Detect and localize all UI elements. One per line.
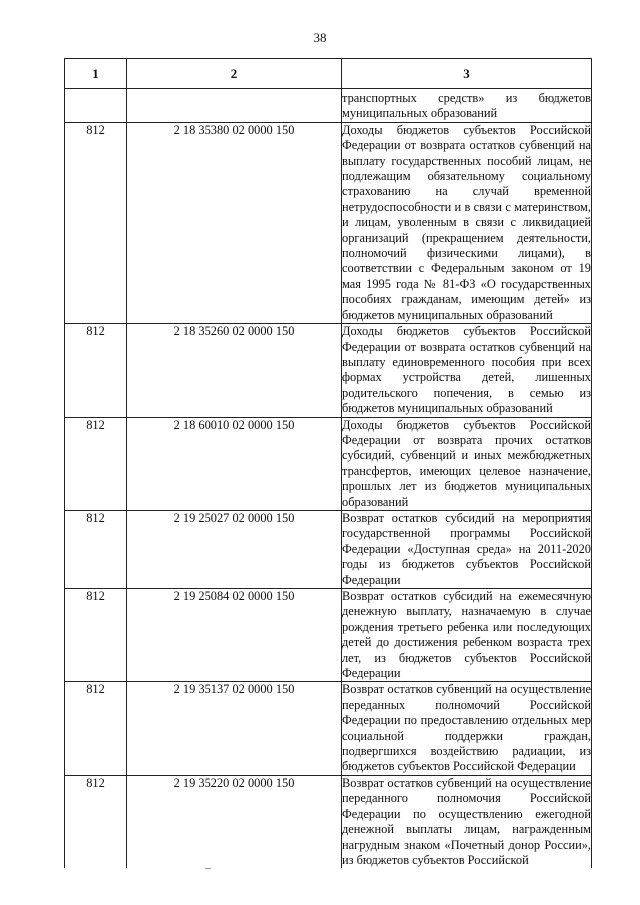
page-number: 38 — [313, 30, 327, 45]
budget-classification-table — [64, 58, 592, 868]
description-cell: Возврат остатков субвенций на осуществление переданного полномочия Российской Федерации по осуществлению ежегодной денежной выплаты лицам, награжденным нагрудным знаком «Почетный донор России», из бюджетов субъектов Российской — [342, 775, 591, 867]
description-cell: Доходы бюджетов субъектов Российской Федерации от возврата прочих остатков субсидий, субвенций и иных межбюджетных трансфертов, имеющих целевое назначение, прошлых лет из бюджетов муниципальных образований — [342, 417, 591, 509]
budget-code-cell: 2 18 60010 02 0000 150 — [127, 417, 342, 510]
budget-code-cell: 2 18 35260 02 0000 150 — [127, 324, 342, 417]
budget-code-cell: 2 18 35380 02 0000 150 — [127, 122, 342, 323]
header-col-3: 3 — [342, 59, 592, 89]
admin-code-cell: 812 — [65, 775, 127, 868]
budget-code-cell: 2 19 25027 02 0000 150 — [127, 510, 342, 588]
admin-code-cell: 812 — [65, 589, 127, 682]
description-cell: Возврат остатков субвенций на осуществление переданных полномочий Российской Федерации по предоставлению отдельных мер социальной поддержки граждан, подвергшихся воздействию радиации, из бюджетов субъектов Российской Федерации — [342, 682, 591, 774]
table-row — [65, 589, 592, 682]
description-cell: Возврат остатков субсидий на мероприятия государственной программы Российской Федерации «Доступная среда» на 2011-2020 годы из бюджетов субъектов Российской Федерации — [342, 510, 591, 587]
table-row — [65, 417, 592, 510]
table-row — [65, 510, 592, 588]
table-row — [65, 89, 592, 123]
budget-code-cell: 2 19 35220 02 0000 150 — [127, 775, 342, 868]
admin-code-cell: 812 — [65, 122, 127, 323]
description-cell: Доходы бюджетов субъектов Российской Федерации от возврата остатков субвенций на выплату государственных пособий лицам, не подлежащим обязательному социальному страхованию на случай временной нетрудоспособности и в связи с материнством, и лицам, уволенным в связи с ликвидацией организаций (прекращением деятельности, полномочий физическими лицами), в соответствии с Федеральным законом от 19 мая 1995 года № 81-ФЗ «О государственных пособиях гражданам, имеющим детей» из бюджетов муниципальных образований — [342, 122, 591, 322]
admin-code-cell: 812 — [65, 682, 127, 775]
table-row — [65, 682, 592, 775]
budget-code-cell: 2 19 35137 02 0000 150 — [127, 682, 342, 775]
admin-code-cell — [65, 89, 127, 123]
description-cell: транспортных средств» из бюджетов муниципальных образований — [342, 89, 592, 123]
budget-code-cell: 2 19 25084 02 0000 150 — [127, 589, 342, 682]
table-row — [65, 775, 592, 868]
scan-mark — [205, 868, 211, 869]
admin-code-cell: 812 — [65, 510, 127, 588]
table-row — [65, 122, 592, 323]
header-col-1: 1 — [65, 59, 127, 89]
table-header-row — [65, 59, 592, 89]
admin-code-cell: 812 — [65, 324, 127, 417]
admin-code-cell: 812 — [65, 417, 127, 510]
table-row — [65, 324, 592, 417]
description-cell: Доходы бюджетов субъектов Российской Федерации от возврата остатков субвенций на выплату единовременного пособия при всех формах устройства детей, лишенных родительского попечения, в семью из бюджетов муниципальных образований — [342, 324, 591, 416]
header-col-2: 2 — [127, 59, 342, 89]
description-cell: Возврат остатков субсидий на ежемесячную денежную выплату, назначаемую в случае рождения третьего ребенка или последующих детей до достижения ребенком возраста трех лет, из бюджетов субъектов Российской Федерации — [342, 589, 591, 681]
budget-code-cell — [127, 89, 342, 123]
